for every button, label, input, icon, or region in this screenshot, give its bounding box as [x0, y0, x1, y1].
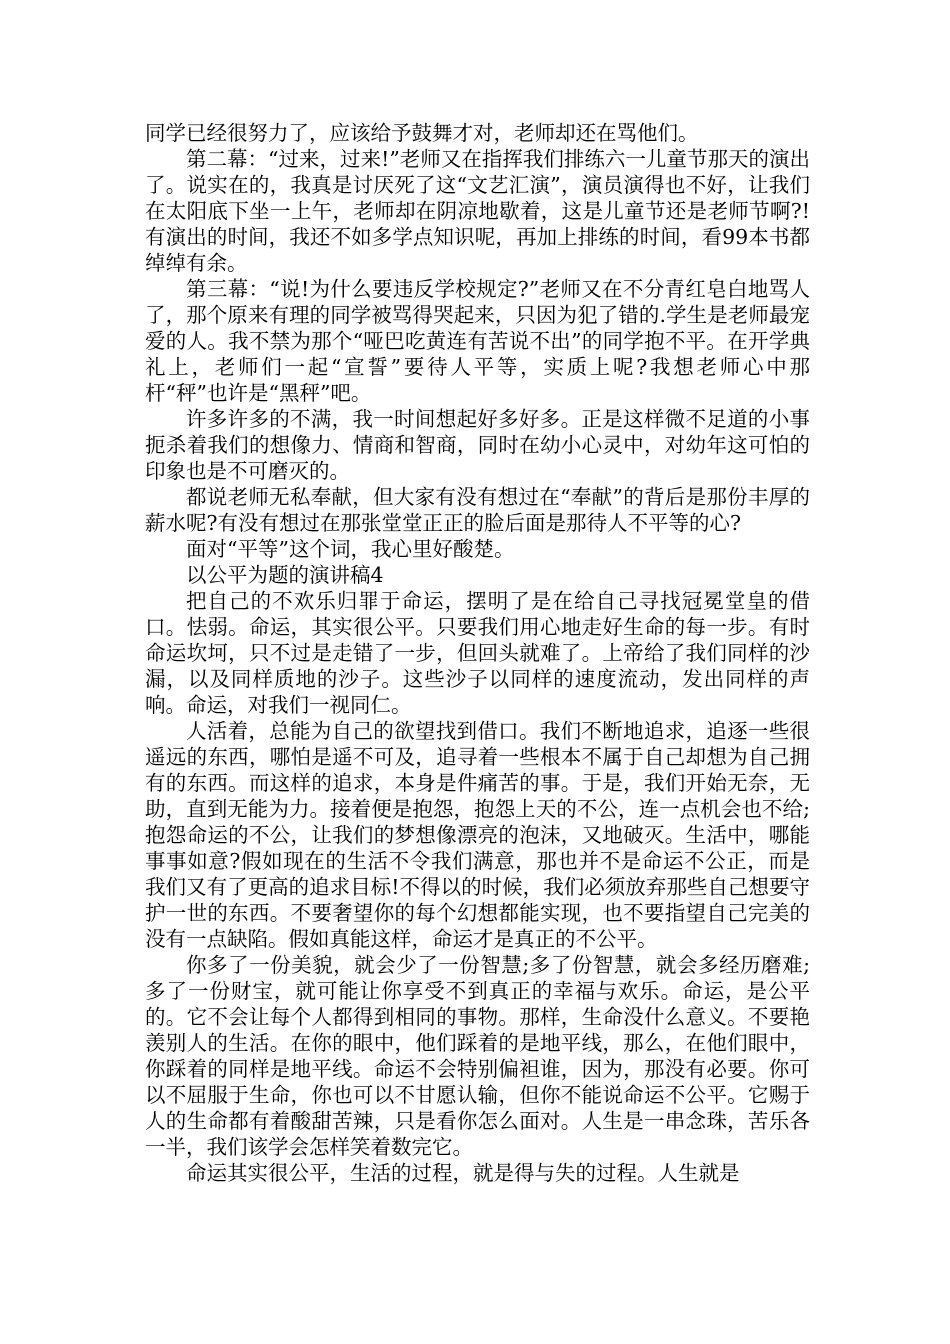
paragraph-9: 你多了一份美貌，就会少了一份智慧;多了份智慧，就会多经历磨难;多了一份财宝，就可能让你享受不到真正的幸福与欢乐。命运，是公平的。它不会让每个人都得到相同的事物。那样，生命没什么意义。不要艳羡别人的生活。在你的眼中，他们踩着的是地平线，那么，在他们眼中，你踩着的同样是地平线。命运不会特别偏袒谁，因为，那没有必要。你可以不屈服于生命，你也可以不甘愿认输，但你不能说命运不公平。它赐于人的生命都有着酸甜苦辣，只是看你怎么面对。人生是一串念珠，苦乐各一半，我们该学会怎样笑着数完它。	[145, 953, 810, 1159]
paragraph-3: 第三幕：“说!为什么要违反学校规定?”老师又在不分青红皂白地骂人了，那个原来有理的同学被骂得哭起来，只因为犯了错的.学生是老师最宠爱的人。我不禁为那个“哑巴吃黄连有苦说不出”的同学抱不平。在开学典礼上，老师们一起“宣誓”要待人平等，实质上呢?我想老师心中那杆“秤”也许是“黑秤”吧。	[145, 277, 810, 405]
document-body	[145, 120, 810, 1186]
paragraph-5: 都说老师无私奉献，但大家有没有想过在“奉献”的背后是那份丰厚的薪水呢?有没有想过在那张堂堂正正的脸后面是那待人不平等的心?	[145, 485, 810, 535]
paragraph-7: 把自己的不欢乐归罪于命运，摆明了是在给自己寻找冠冕堂皇的借口。怯弱。命运，其实很公平。只要我们用心地走好生命的每一步。有时命运坎坷，只不过是走错了一步，但回头就难了。上帝给了我们同样的沙漏，以及同样质地的沙子。这些沙子以同样的速度流动，发出同样的声响。命运，对我们一视同仁。	[145, 589, 810, 717]
paragraph-6: 面对“平等”这个词，我心里好酸楚。	[186, 537, 515, 561]
paragraph-10: 命运其实很公平，生活的过程，就是得与失的过程。人生就是	[186, 1161, 740, 1185]
paragraph-2: 第二幕：“过来，过来!”老师又在指挥我们排练六一儿童节那天的演出了。说实在的，我真是讨厌死了这“文艺汇演”，演员演得也不好，让我们在太阳底下坐一上午，老师却在阴凉地歇着，这是儿童节还是老师节啊?!有演出的时间，我还不如多学点知识呢，再加上排练的时间，看99本书都绰绰有余。	[145, 147, 810, 275]
paragraph-1: 同学已经很努力了，应该给予鼓舞才对，老师却还在骂他们。	[145, 121, 699, 145]
section-title: 以公平为题的演讲稿4	[186, 563, 384, 587]
paragraph-8: 人活着，总能为自己的欲望找到借口。我们不断地追求，追逐一些很遥远的东西，哪怕是遥不可及，追寻着一些根本不属于自己却想为自己拥有的东西。而这样的追求，本身是件痛苦的事。于是，我们开始无奈，无助，直到无能为力。接着便是抱怨，抱怨上天的不公，连一点机会也不给;抱怨命运的不公，让我们的梦想像漂亮的泡沫，又地破灭。生活中，哪能事事如意?假如现在的生活不令我们满意，那也并不是命运不公正，而是我们又有了更高的追求目标!不得以的时候，我们必须放弃那些自己想要守护一世的东西。不要奢望你的每个幻想都能实现，也不要指望自己完美的没有一点缺陷。假如真能这样，命运才是真正的不公平。	[145, 719, 810, 951]
paragraph-4: 许多许多的不满，我一时间想起好多好多。正是这样微不足道的小事扼杀着我们的想像力、情商和智商，同时在幼小心灵中，对幼年这可怕的印象也是不可磨灭的。	[145, 407, 810, 483]
